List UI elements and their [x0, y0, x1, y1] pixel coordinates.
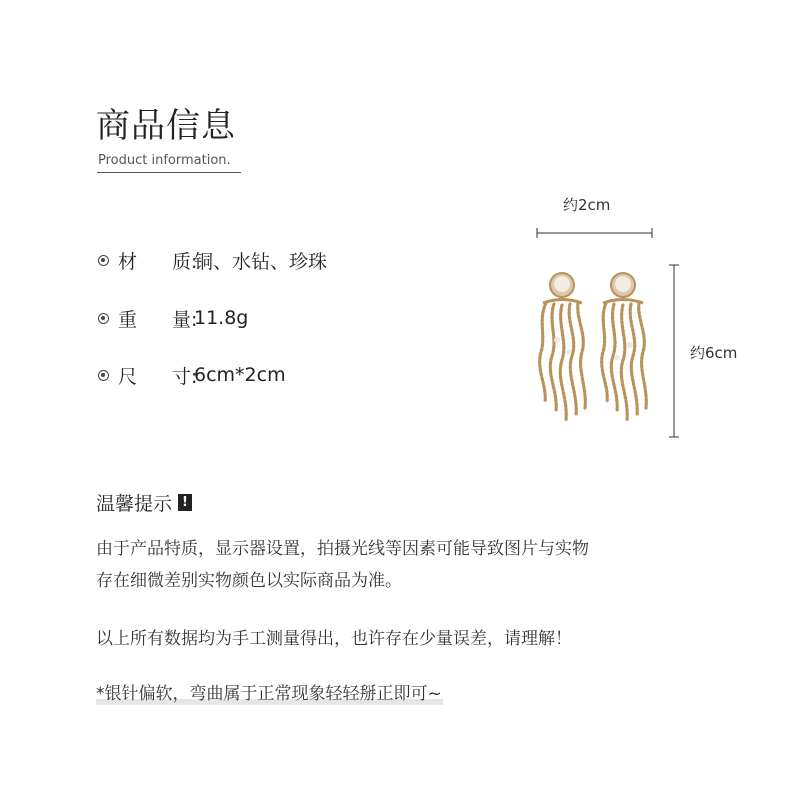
- bullet-icon: [98, 313, 109, 324]
- subtitle-underline: [97, 172, 241, 173]
- dimension-lines: [537, 228, 679, 437]
- spec-label-char1: 重: [118, 308, 138, 331]
- spec-label-char2: 量:: [172, 308, 198, 331]
- spec-row-material: [98, 248, 327, 272]
- notice-line-1: 由于产品特质，显示器设置，拍摄光线等因素可能导致图片与实物: [96, 539, 589, 559]
- earring-left: [540, 273, 586, 420]
- notice-heading: [96, 489, 192, 516]
- notice-line-4: *银针偏软，弯曲属于正常现象轻轻掰正即可~: [96, 684, 442, 704]
- bullet-icon: [98, 370, 109, 381]
- notice-title: 温馨提示: [96, 493, 173, 515]
- earring-right: [602, 273, 647, 420]
- page-subtitle: Product information.: [98, 153, 231, 168]
- width-dimension-label: 约2cm: [563, 196, 611, 214]
- spec-label-char2: 寸:: [172, 365, 198, 388]
- spec-label-char1: 尺: [118, 365, 138, 388]
- product-illustration: [520, 220, 695, 450]
- spec-row-weight: [98, 306, 248, 330]
- notice-line-2: 存在细微差别实物颜色以实际商品为准。: [96, 571, 402, 591]
- spec-row-size: [98, 363, 286, 387]
- spec-value: 铜、水钻、珍珠: [194, 250, 328, 273]
- spec-value: 6cm*2cm: [194, 364, 286, 386]
- bullet-icon: [98, 255, 109, 266]
- spec-label-char2: 质:: [172, 250, 198, 273]
- height-dimension-label: 约6cm: [690, 344, 738, 362]
- notice-line-3: 以上所有数据均为手工测量得出，也许存在少量误差，请理解！: [96, 629, 572, 649]
- exclamation-icon: !: [178, 494, 192, 511]
- spec-value: 11.8g: [194, 307, 249, 329]
- spec-label-char1: 材: [118, 250, 138, 273]
- page-title: 商品信息: [96, 106, 236, 146]
